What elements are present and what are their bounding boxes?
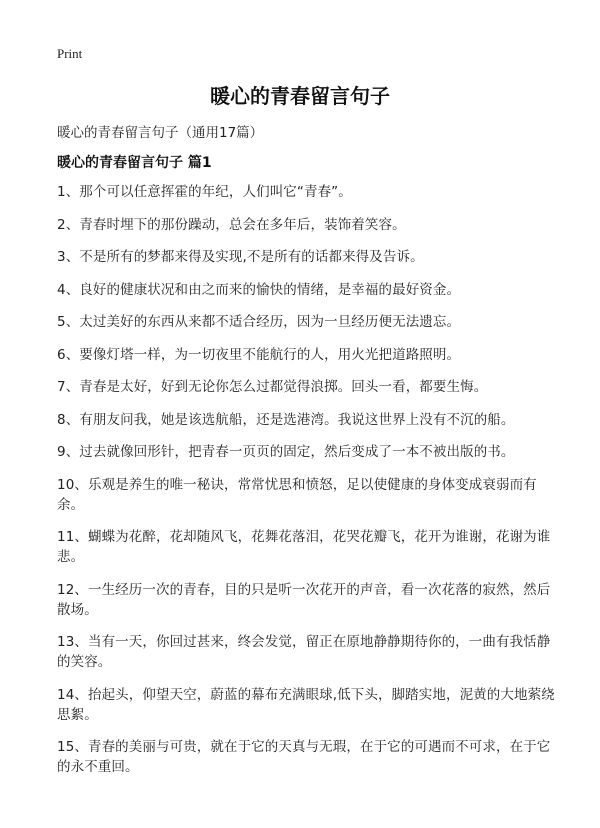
list-item: 11、蝴蝶为花醉，花却随风飞，花舞花落泪，花哭花瓣飞，花开为谁谢，花谢为谁悲。: [57, 529, 551, 565]
list-item: 7、青春是太好，好到无论你怎么过都觉得浪掷。回头一看，都要生悔。: [57, 379, 488, 395]
list-item: 10、乐观是养生的唯一秘诀，常常忧思和愤怒，足以使健康的身体变成衰弱而有余。: [57, 476, 537, 513]
list-item: 6、要像灯塔一样，为一切夜里不能航行的人，用火光把道路照明。: [57, 346, 461, 363]
list-item: 13、当有一天，你回过甚来，终会发觉，留正在原地静静期待你的，一曲有我恬静的笑容。: [57, 634, 551, 670]
list-item: 15、青春的美丽与可贵，就在于它的天真与无瑕，在于它的可遇而不可求，在于它的永不重回。: [57, 739, 551, 775]
list-item: 8、有朋友问我，她是该选航船，还是选港湾。我说这世界上没有不沉的船。: [57, 411, 515, 428]
list-item: 1、那个可以任意挥霍的年纪，人们叫它“青春”。: [57, 184, 352, 200]
list-item: 5、太过美好的东西从来都不适合经历，因为一旦经历便无法遗忘。: [57, 314, 461, 330]
list-item: 3、不是所有的梦都来得及实现,不是所有的话都来得及告诉。: [57, 249, 424, 265]
list-item: 9、过去就像回形针，把青春一页页的固定，然后变成了一本不被出版的书。: [57, 444, 515, 460]
document-subtitle: 暖心的青春留言句子（通用17篇）: [57, 125, 264, 141]
list-item: 14、抬起头，仰望天空，蔚蓝的幕布充满眼球,低下头，脚踏实地，泥黄的大地萦绕思絮。: [57, 686, 555, 723]
list-item: 4、良好的健康状况和由之而来的愉快的情绪，是幸福的最好资金。: [57, 281, 461, 298]
list-item: 12、一生经历一次的青春，目的只是听一次花开的声音，看一次花落的寂然，然后散场。: [57, 581, 551, 618]
page-title: 暖心的青春留言句子: [210, 84, 390, 108]
section-heading: 暖心的青春留言句子 篇1: [57, 155, 212, 171]
list-item: 2、青春时埋下的那份躁动，总会在多年后，装饰着笑容。: [57, 216, 406, 233]
print-label[interactable]: Print: [57, 46, 83, 61]
quote-list: [57, 182, 555, 790]
